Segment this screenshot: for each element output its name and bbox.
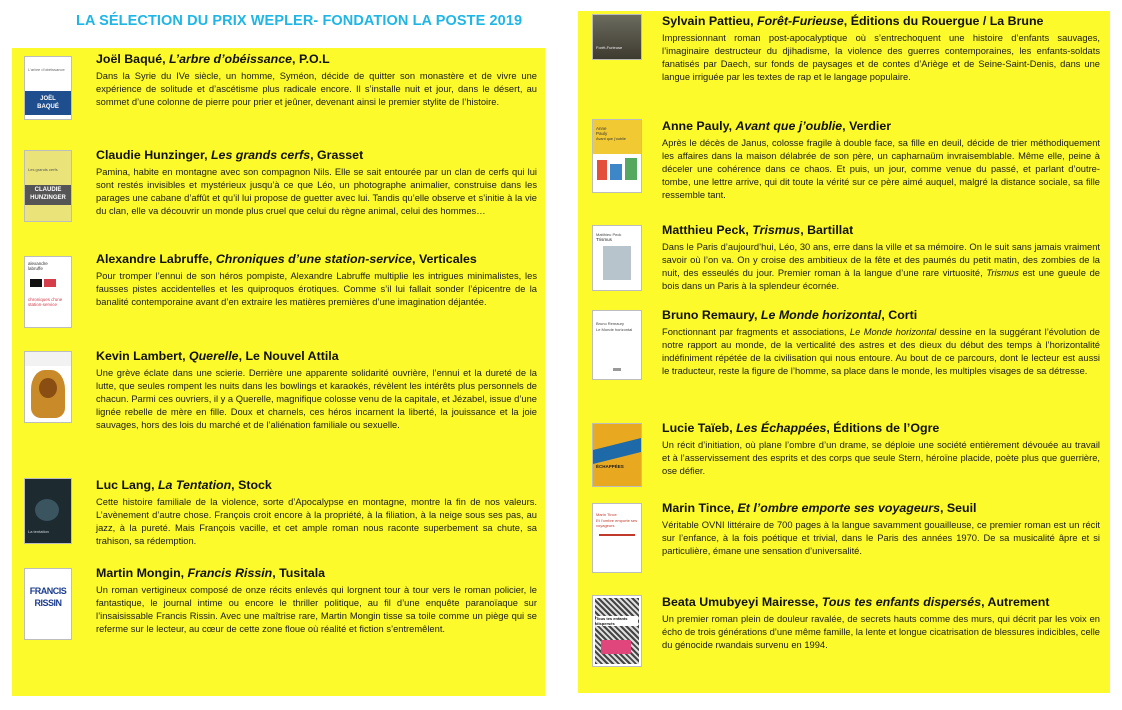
- entry-summary: Cette histoire familiale de la violence, sorte d’Apocalypse en montagne, montre la fin de nos valeurs. L’avènement d’autre chose. François croit encore à la propriété, à la filiation, à la neige sous ses pas, au jazz, à la pureté. Mais François vacille, et cet ample roman nous raconte superbement sa chute, sa trahison, sa rédemption.: [96, 497, 537, 546]
- entry-title: Anne Pauly, Avant que j’oublie, Verdier: [662, 119, 892, 133]
- entry-title: Luc Lang, La Tentation, Stock: [96, 478, 272, 492]
- entry-body: [96, 478, 537, 548]
- entry-body: [662, 223, 1100, 293]
- cover-text: Pauly: [596, 131, 608, 136]
- cover-text: Forêt-Furieuse: [596, 45, 623, 50]
- cover-text: Marin Tince: [596, 512, 617, 517]
- entry-body: [662, 421, 1100, 478]
- cover-text: Bruno Remaury: [596, 321, 625, 326]
- entry-summary: Pamina, habite en montagne avec son compagnon Nils. Elle se sait entourée par un clan de cerfs qui lui sont restés invisibles et mystérieux jusqu’à ce que Léo, un photographe animalier, construise dans les parages une cabane d’affût et qu’il lui propose de guetter avec lui. Tandis qu’elle observe et s’initie à la vie du clan, elle va découvrir un monde plus cruel que celui du règne animal, celui des hommes…: [96, 167, 537, 216]
- entry-body: [96, 566, 537, 636]
- book-cover: [24, 478, 72, 544]
- entry-summary: Impressionnant roman post-apocalyptique où s’entrechoquent une histoire d’enfants sauvages, l’imaginaire destructeur du djihadisme, la violence des guerres contemporaines, les enfants-soldats fanatisés par Daech, sur fonds de paysages et de contes d’Ariège et de Seine-Saint-Denis, dans une langue irriguée par les textes de rap et le langage populaire.: [662, 33, 1100, 82]
- entry-summary: Une grève éclate dans une scierie. Derrière une apparente solidarité ouvrière, l’ennui et la dureté de la lutte, que seules rompent les nuits dans les bowlings et karaokés, révèlent les intérêts plus personnels de chacun. Parmi ces ouvriers, il y a Querelle, magnifique colosse venu de la capitale, et Jézabel, issue d’une lignée rebelle de mère en fille. Doux et charnels, ces héros incarnent la liberté, la jouissance et la joie sauvages, hors des lois du marché et de l’aliénation familiale ou sexuelle.: [96, 368, 537, 430]
- entry-body: [662, 595, 1100, 652]
- entry-body: [96, 252, 537, 309]
- entry-summary: Véritable OVNI littéraire de 700 pages à la langue savamment gouailleuse, ce premier roman est un récit sur l’enfance, à la fois poétique et trivial, dans le Paris des années 1970. De sa musicalité âpre et si particulière, émane une sensation d’universalité.: [662, 520, 1100, 556]
- entry-title: Claudie Hunzinger, Les grands cerfs, Grasset: [96, 148, 364, 162]
- entry-body: [96, 148, 537, 218]
- cover-text: Et l’ombre emporte ses voyageurs: [596, 518, 638, 528]
- entry-body: [662, 501, 1100, 558]
- entry-summary: Pour tromper l’ennui de son héros pompiste, Alexandre Labruffe multiplie les intrigues minimalistes, les fausses pistes accidentelles et les quiproquos érotiques. Comme s’il lui fallait sonder l’épicentre de la banalité contemporaine avant d’en extraire les matières premières d’une imagination déjantée.: [96, 271, 537, 307]
- entry-title: Kevin Lambert, Querelle, Le Nouvel Attila: [96, 349, 339, 363]
- cover-text: ÉCHAPPÉES: [596, 464, 624, 469]
- cover-text: La tentation: [28, 529, 49, 534]
- entry-summary: Dans la Syrie du IVe siècle, un homme, Syméon, décide de quitter son monastère et de vivre une expérience de solitude et d’ascétisme plus radicale encore. Il s’installe nuit et jour, dans le désert, au sommet d’une colonne de pierre pour prier et jeûner, devenant ainsi le premier stylite de l’histoire.: [96, 71, 537, 107]
- cover-text: CLAUDIE: [34, 187, 62, 193]
- entry-title: Joël Baqué, L’arbre d’obéissance, P.O.L: [96, 52, 330, 66]
- entry-summary: Un roman vertigineux composé de onze récits enlevés qui lorgnent tour à tour vers le roman policier, le fantastique, le journal intime ou encore le thriller politique, au fil d’une enquête paranoïaque sur l’insaisissable Francis Rissin. Avec une maîtrise rare, Martin Mongin tisse sa toile comme un piège qui se referme sur le lecteur, au cœur de cette zone floue où réalité et fiction s’entremêlent.: [96, 585, 537, 634]
- book-cover: [592, 595, 642, 667]
- entry-summary: Après le décès de Janus, colosse fragile à double face, sa fille en deuil, décide de trier méthodiquement les affaires dans la maison délabrée de son père, un capharnaüm invraisemblable. Même elle, peine à déceler une cohérence dans ce chaos. Et puis, un jour, comme venue du passé, et parlant d’outre- tombe, une lettre arrive, qui dit toute la vérité sur ce père aimé auquel, malgré la distance sociale, sa fille ressemble tant.: [662, 138, 1100, 200]
- book-cover: [24, 256, 72, 328]
- left-column: [12, 48, 545, 696]
- cover-text: L’arbre d’obéissance: [28, 67, 65, 72]
- right-column: [578, 11, 1110, 693]
- entry-summary: Un récit d’initiation, où plane l’ombre d’un drame, se déploie une société entièrement dévouée au travail et à l’asservissement des esprits et des corps que seule Stern, héroïne placide, poète plus que guerrière, ose défier.: [662, 440, 1100, 476]
- entry-title: Bruno Remaury, Le Monde horizontal, Corti: [662, 308, 918, 322]
- entry-title: Beata Umubyeyi Mairesse, Tous tes enfants dispersés, Autrement: [662, 595, 1050, 609]
- cover-text: HUNZINGER: [30, 195, 66, 201]
- cover-text: Matthieu Peck: [596, 232, 622, 237]
- entry-title: Alexandre Labruffe, Chroniques d’une station-service, Verticales: [96, 252, 477, 266]
- cover-text: Le Monde horizontal: [596, 327, 633, 332]
- cover-text: Tous tes enfants dispersés: [596, 616, 638, 626]
- book-cover: [592, 503, 642, 573]
- cover-text: JOËL: [40, 96, 56, 102]
- entry-title: Marin Tince, Et l’ombre emporte ses voyageurs, Seuil: [662, 501, 977, 515]
- entry-title: Martin Mongin, Francis Rissin, Tusitala: [96, 566, 326, 580]
- entry-summary: Fonctionnant par fragments et associations, Le Monde horizontal dessine en la suggérant l’évolution de notre rapport au monde, de la verticalité des astres et des dieux du début des temps à l’horizontalité indéfiniment répétée de la civilisation qui nous entoure. Au bout de ce parcours, dont le lecteur est aussi le traducteur, reste la figure de l’homme, sa place dans le monde, les multiples visages de sa détresse.: [662, 327, 1101, 376]
- entry-title: Matthieu Peck, Trismus, Bartillat: [662, 223, 854, 237]
- book-cover: [592, 310, 642, 380]
- entry-title: Lucie Taïeb, Les Échappées, Éditions de l’Ogre: [662, 421, 940, 435]
- page-title: LA SÉLECTION DU PRIX WEPLER- FONDATION LA POSTE 2019: [76, 13, 523, 29]
- book-cover: [24, 150, 72, 222]
- cover-text: FRANCIS RISSIN: [29, 586, 67, 608]
- cover-text: chroniques d’une station-service: [28, 297, 63, 307]
- cover-text: Trismus: [596, 237, 612, 242]
- cover-text: Les grands cerfs: [28, 167, 58, 172]
- cover-text: Anne: [596, 126, 607, 131]
- book-cover: [24, 351, 72, 423]
- cover-text: alexandre: [28, 261, 48, 266]
- entry-summary: Un premier roman plein de douleur ravalée, de secrets hauts comme des murs, qui décrit par les voix en écho de trois générations d’une même famille, la lente et longue cicatrisation de blessures indicibles, celle du génocide rwandais survenu en 1994.: [662, 614, 1100, 650]
- entry-body: [96, 52, 537, 109]
- book-cover: [592, 14, 642, 60]
- cover-text: labruffe: [28, 266, 43, 271]
- entry-body: [96, 349, 537, 432]
- entry-body: [662, 308, 1100, 378]
- book-cover: [592, 119, 642, 193]
- cover-text: Avant que j’oublie: [596, 137, 626, 141]
- entry-title: Sylvain Pattieu, Forêt-Furieuse, Éditions du Rouergue / La Brune: [662, 14, 1044, 28]
- cover-text: BAQUÉ: [37, 104, 59, 110]
- entry-summary: Dans le Paris d’aujourd’hui, Léo, 30 ans, erre dans la ville et sa mémoire. On le suit sans jamais vraiment savoir où l’on va. On y croise des ambitieux de la fête et des paumés du petit matin, des zombies de la nuit, des esseulés du jour. Premier roman à la langue d’une rare virtuosité, Trismus est une gueule de bois dans un Paris à la splendeur écornée.: [662, 242, 1100, 291]
- book-cover: [592, 225, 642, 291]
- book-cover: [24, 56, 72, 120]
- entry-body: [662, 14, 1100, 84]
- book-cover: [592, 423, 642, 487]
- book-cover: [24, 568, 72, 640]
- entry-body: [662, 119, 1100, 202]
